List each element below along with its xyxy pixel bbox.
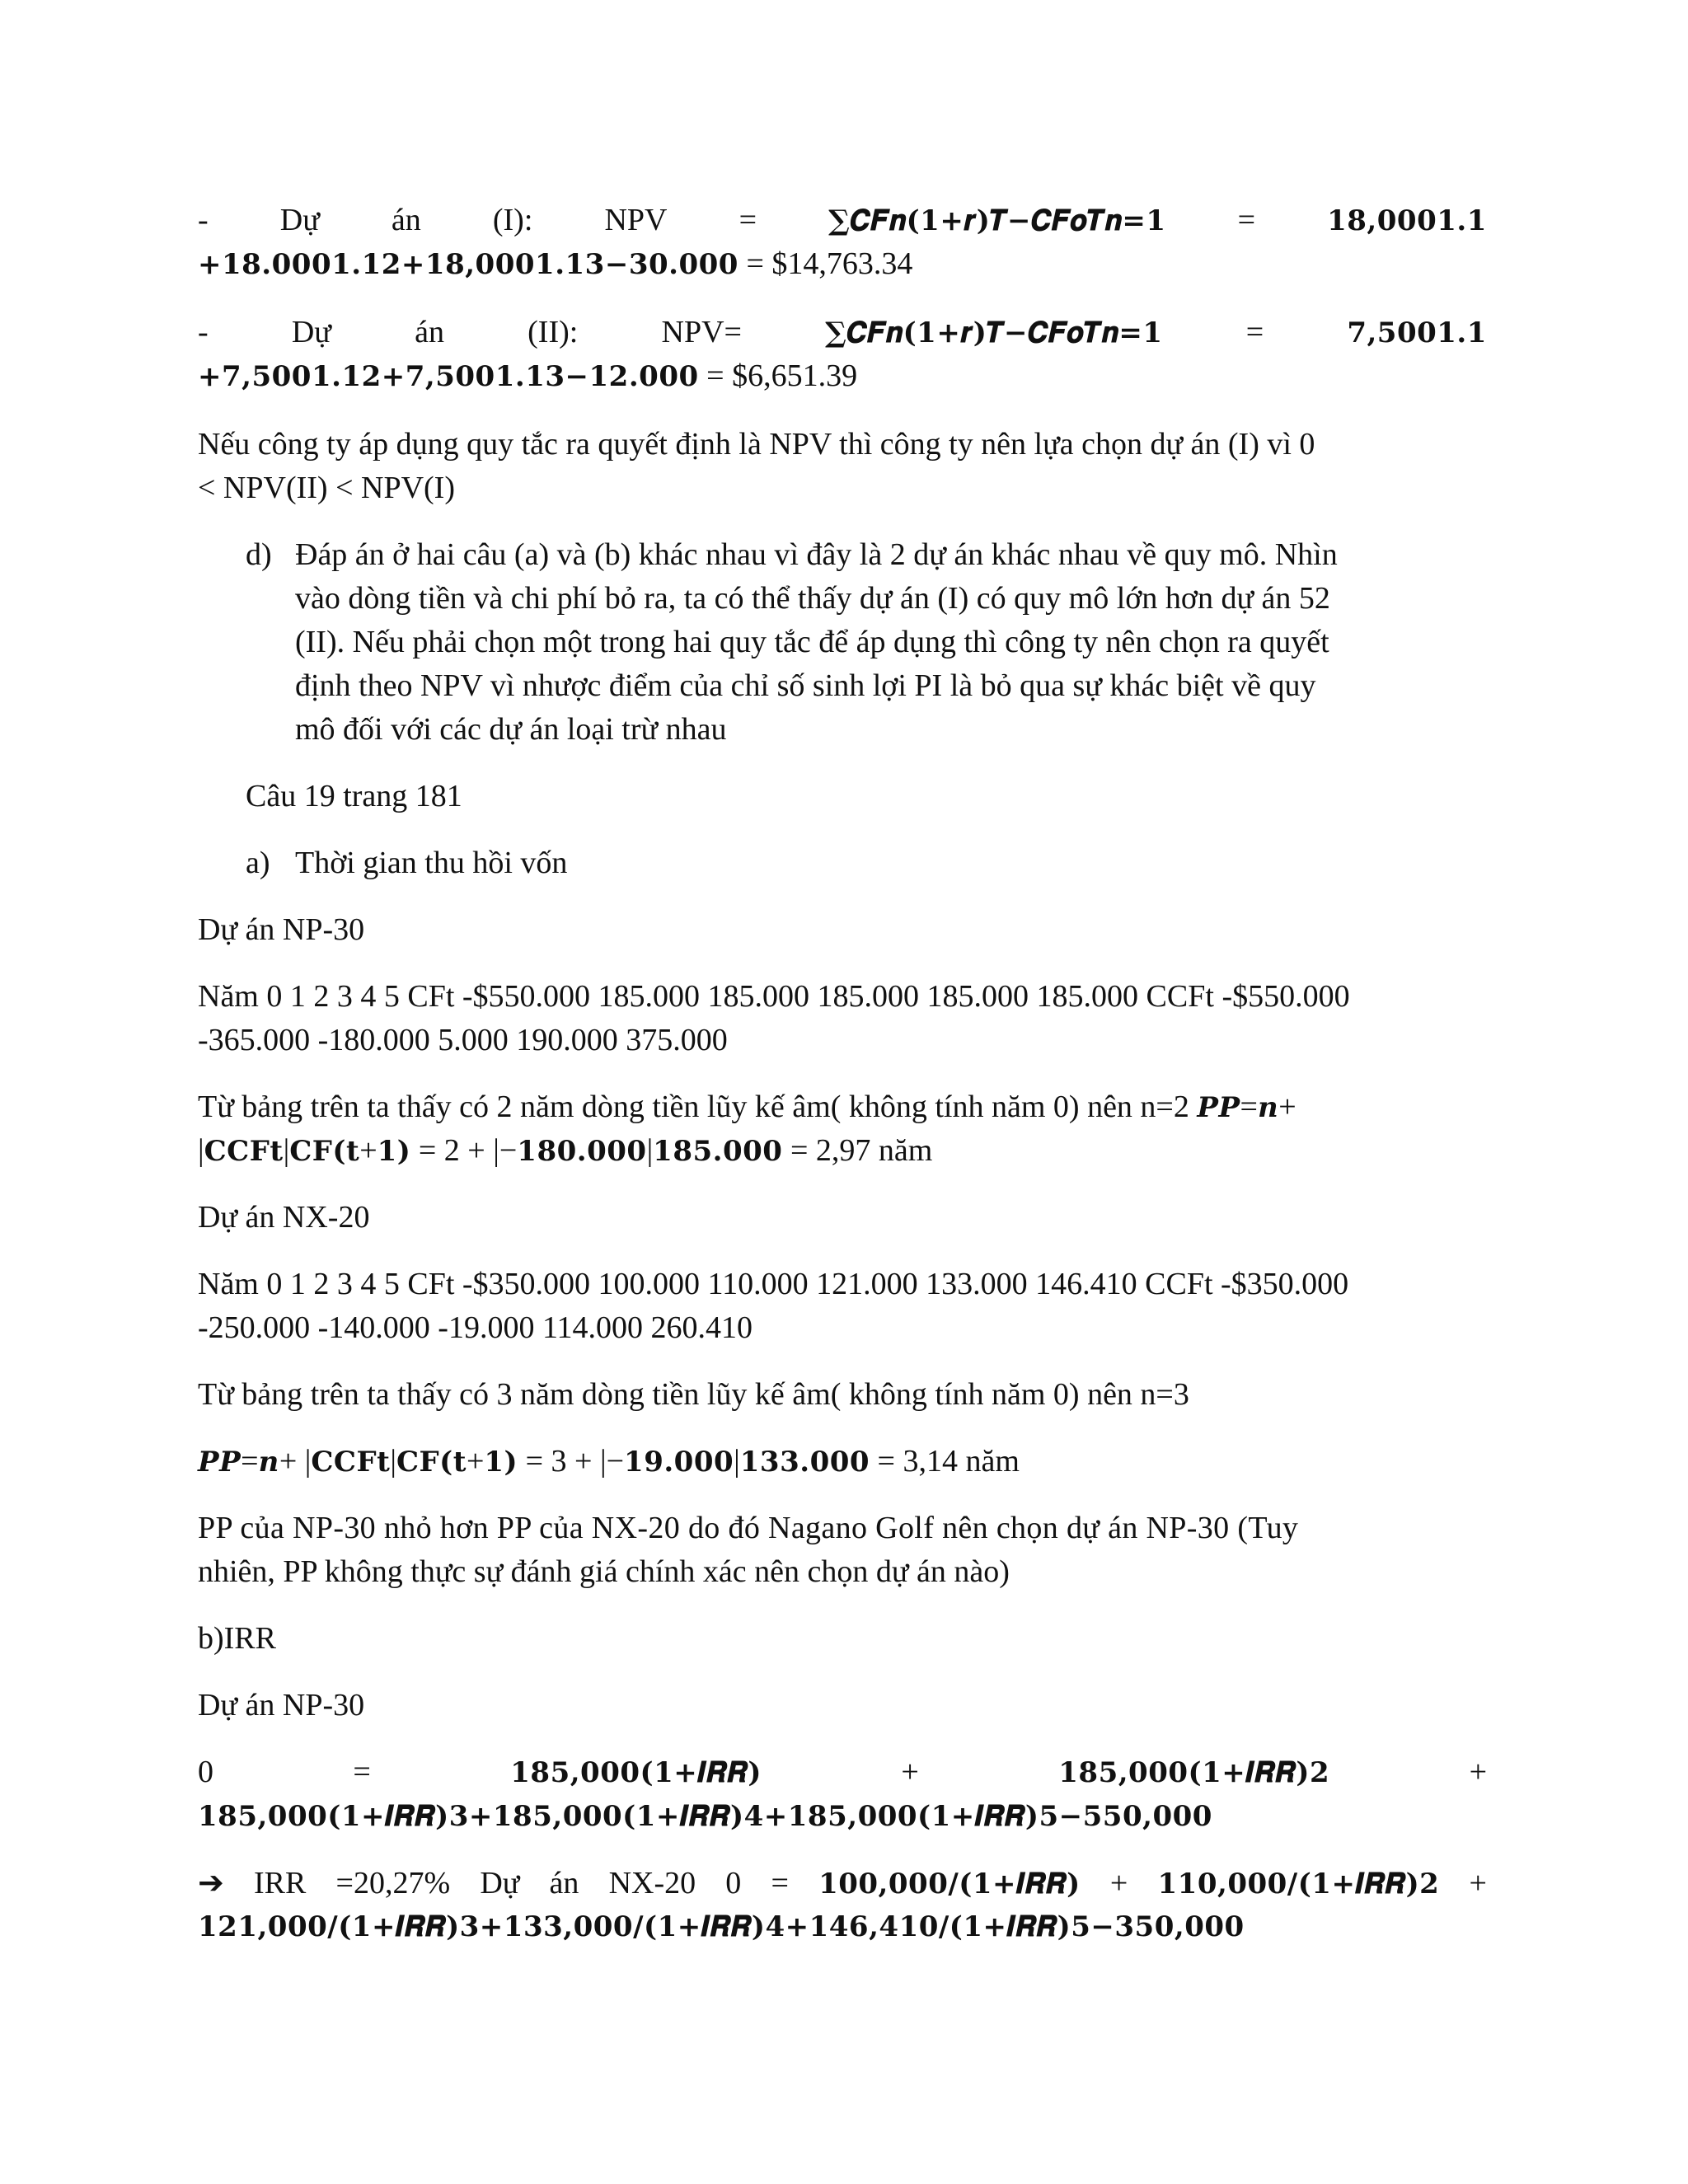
dash: - xyxy=(198,315,209,349)
npv-result: = $6,651.39 xyxy=(698,359,858,393)
nx20-table-line-2: -250.000 -140.000 -19.000 114.000 260.410 xyxy=(198,1310,753,1345)
payback-result: = 2,97 năm xyxy=(782,1133,933,1168)
npv-project-1-line-2 xyxy=(198,242,1487,287)
text: | xyxy=(390,1444,396,1479)
formula-term: 𝐂𝐂𝐅𝐭 xyxy=(311,1446,391,1479)
formula-term: 𝟏𝟗.𝟎𝟎𝟎 xyxy=(624,1446,734,1479)
npv-project-2-line-1 xyxy=(198,311,1487,355)
formula-term: 𝐂𝐂𝐅𝐭 xyxy=(204,1135,284,1168)
formula-term: 𝑷𝑷 xyxy=(198,1446,241,1479)
formula-term: 𝟏𝟖𝟓,𝟎𝟎𝟎(𝟏+𝑰𝑹𝑹)𝟑+𝟏𝟖𝟓,𝟎𝟎𝟎(𝟏+𝑰𝑹𝑹)𝟒+𝟏𝟖𝟓,𝟎𝟎𝟎(𝟏+𝑰𝑹𝑹)𝟓−𝟓𝟓𝟎,𝟎𝟎𝟎 xyxy=(198,1800,1212,1833)
text: NPV xyxy=(604,203,668,237)
item-d-line-4: định theo NPV vì nhược điểm của chỉ số sinh lợi PI là bỏ qua sự khác biệt về quy xyxy=(295,668,1316,703)
formula-term: 𝟏) xyxy=(377,1135,411,1168)
pp-conclusion-line-2: nhiên, PP không thực sự đánh giá chính xác nên chọn dự án nào) xyxy=(198,1554,1010,1589)
npv-formula: ∑𝑪𝑭𝒏(𝟏+𝒓)𝑻−𝑪𝑭𝒐𝑻𝒏=𝟏 xyxy=(825,316,1163,349)
project-np30-heading: Dự án NP-30 xyxy=(198,912,365,947)
text: án xyxy=(415,315,444,349)
formula-term: 𝐂𝐅(𝐭 xyxy=(289,1135,360,1168)
payback-result: = 3,14 năm xyxy=(870,1444,1020,1479)
formula-term: +𝟕,𝟓𝟎𝟎𝟏.𝟏𝟐+𝟕,𝟓𝟎𝟎𝟏.𝟏𝟑−𝟏𝟐.𝟎𝟎𝟎 xyxy=(198,360,699,393)
text: + xyxy=(1469,1866,1487,1900)
text: = xyxy=(738,203,757,237)
formula-term: 𝟏𝟖,𝟎𝟎𝟎𝟏.𝟏 xyxy=(1327,204,1487,237)
formula-term: 𝟏𝟎𝟎,𝟎𝟎𝟎/(𝟏+𝑰𝑹𝑹) xyxy=(818,1868,1081,1900)
text: | xyxy=(734,1444,740,1479)
formula-term: 𝟏𝟖𝟓,𝟎𝟎𝟎(𝟏+𝑰𝑹𝑹) xyxy=(510,1756,762,1789)
text: + xyxy=(901,1755,919,1789)
formula-term: 𝟏) xyxy=(484,1446,518,1479)
irr-nx20-equation-line-1 xyxy=(198,1861,1487,1906)
text: = xyxy=(1245,315,1264,349)
formula-term: 𝟏𝟐𝟏,𝟎𝟎𝟎/(𝟏+𝑰𝑹𝑹)𝟑+𝟏𝟑𝟑,𝟎𝟎𝟎/(𝟏+𝑰𝑹𝑹)𝟒+𝟏𝟒𝟔,𝟒𝟏𝟎/(𝟏+𝑰𝑹𝑹)𝟓−𝟑𝟓𝟎,𝟎𝟎𝟎 xyxy=(198,1910,1245,1943)
list-marker-d: d) xyxy=(246,537,272,572)
text: = xyxy=(353,1755,371,1789)
formula-term: 𝟏𝟖𝟓.𝟎𝟎𝟎 xyxy=(653,1135,783,1168)
text: PP của NP-30 nhỏ hơn PP của NX-20 do đó Nagano Golf nên chọn dự án NP-30 (Tuy xyxy=(198,1511,1299,1545)
npv-conclusion-line-2: < NPV(II) < NPV(I) xyxy=(198,471,455,505)
pp-conclusion-line-1 xyxy=(198,1507,1487,1550)
irr-np30-equation-line-1 xyxy=(198,1750,1487,1795)
irr-nx20-equation-line-2 xyxy=(198,1905,1487,1949)
nx20-table-line-1: Năm 0 1 2 3 4 5 CFt -$350.000 100.000 110.000 121.000 133.000 146.410 CCFt -$350.000 xyxy=(198,1267,1349,1301)
text: NPV= xyxy=(661,315,742,349)
np30-table-line-2: -365.000 -180.000 5.000 190.000 375.000 xyxy=(198,1023,728,1057)
item-d-line-3: (II). Nếu phải chọn một trong hai quy tắc để áp dụng thì công ty nên chọn ra quyết xyxy=(295,625,1329,659)
text: Dự xyxy=(279,203,320,237)
text: Đáp án ở hai câu (a) và (b) khác nhau vì đây là 2 dự án khác nhau về quy mô. Nhìn xyxy=(295,537,1338,572)
text: = xyxy=(1237,203,1256,237)
text: Dự xyxy=(480,1866,520,1900)
text: | xyxy=(198,1133,204,1168)
question-heading: Câu 19 trang 181 xyxy=(246,779,462,813)
npv-formula: ∑𝑪𝑭𝒏(𝟏+𝒓)𝑻−𝑪𝑭𝒐𝑻𝒏=𝟏 xyxy=(828,204,1166,237)
formula-term: 𝟏𝟖𝟎.𝟎𝟎𝟎 xyxy=(517,1135,647,1168)
text: | xyxy=(646,1133,654,1168)
nx20-payback-line-2 xyxy=(198,1440,1487,1484)
npv-result: = $14,763.34 xyxy=(738,246,913,281)
irr-np30-heading: Dự án NP-30 xyxy=(198,1688,365,1722)
formula-term: 𝒏 xyxy=(258,1446,279,1479)
np30-table-line-1: Năm 0 1 2 3 4 5 CFt -$550.000 185.000 185.000 185.000 185.000 185.000 CCFt -$550.000 xyxy=(198,979,1350,1014)
text: 0 xyxy=(198,1755,213,1789)
text: + xyxy=(466,1444,485,1479)
text: án xyxy=(549,1866,579,1900)
text: Từ bảng trên ta thấy có 2 năm dòng tiền lũy kế âm( không tính năm 0) nên n=2 xyxy=(198,1090,1198,1124)
text: + xyxy=(1278,1090,1296,1124)
formula-term: 𝟏𝟏𝟎,𝟎𝟎𝟎/(𝟏+𝑰𝑹𝑹)𝟐 xyxy=(1157,1868,1440,1900)
formula-term: 𝟏𝟑𝟑.𝟎𝟎𝟎 xyxy=(739,1446,870,1479)
text: + xyxy=(1469,1755,1487,1789)
text: (I): xyxy=(492,203,533,237)
text: + xyxy=(1109,1866,1128,1900)
item-d-line-1 xyxy=(295,533,1487,577)
npv-project-2-line-2 xyxy=(198,354,1487,399)
text: = 3 + |− xyxy=(518,1444,625,1479)
text: = 2 + |− xyxy=(410,1133,518,1168)
formula-term: +𝟏𝟖.𝟎𝟎𝟎𝟏.𝟏𝟐+𝟏𝟖,𝟎𝟎𝟎𝟏.𝟏𝟑−𝟑𝟎.𝟎𝟎𝟎 xyxy=(198,248,738,281)
text: = xyxy=(1240,1090,1258,1124)
formula-term: 𝑷𝑷 xyxy=(1197,1091,1240,1124)
nx20-payback-line-1: Từ bảng trên ta thấy có 3 năm dòng tiền lũy kế âm( không tính năm 0) nên n=3 xyxy=(198,1377,1189,1412)
text: IRR xyxy=(254,1866,307,1900)
item-d-line-2: vào dòng tiền và chi phí bỏ ra, ta có thể thấy dự án (I) có quy mô lớn hơn dự án 52 xyxy=(295,581,1330,616)
np30-payback-line-2 xyxy=(198,1129,1487,1174)
project-nx20-heading: Dự án NX-20 xyxy=(198,1200,370,1235)
formula-term: 𝒏 xyxy=(1257,1091,1279,1124)
text: = xyxy=(241,1444,259,1479)
list-marker-a: a) xyxy=(246,846,270,880)
text: + xyxy=(359,1133,377,1168)
formula-term: 𝐂𝐅(𝐭 xyxy=(396,1446,467,1479)
item-a-text: Thời gian thu hồi vốn xyxy=(295,846,568,880)
text: 0 xyxy=(725,1866,742,1900)
dash: - xyxy=(198,203,209,237)
text: án xyxy=(391,203,421,237)
text: | xyxy=(283,1133,290,1168)
text: + | xyxy=(279,1444,312,1479)
text: =20,27% xyxy=(335,1866,451,1900)
formula-term: 𝟏𝟖𝟓,𝟎𝟎𝟎(𝟏+𝑰𝑹𝑹)𝟐 xyxy=(1058,1756,1330,1789)
npv-project-1-line-1 xyxy=(198,199,1487,243)
np30-payback-line-1 xyxy=(198,1085,1487,1130)
arrow-icon: ➔ xyxy=(198,1864,224,1900)
section-irr-heading: b)IRR xyxy=(198,1621,276,1656)
irr-np30-equation-line-2 xyxy=(198,1794,1487,1839)
text: = xyxy=(771,1866,789,1900)
formula-term: 𝟕,𝟓𝟎𝟎𝟏.𝟏 xyxy=(1347,316,1487,349)
text: Dự xyxy=(291,315,331,349)
npv-conclusion-line-1: Nếu công ty áp dụng quy tắc ra quyết định là NPV thì công ty nên lựa chọn dự án (I) vì 0 xyxy=(198,427,1315,462)
text: NX-20 xyxy=(608,1866,696,1900)
text: (II): xyxy=(528,315,579,349)
item-d-line-5: mô đối với các dự án loại trừ nhau xyxy=(295,712,727,747)
